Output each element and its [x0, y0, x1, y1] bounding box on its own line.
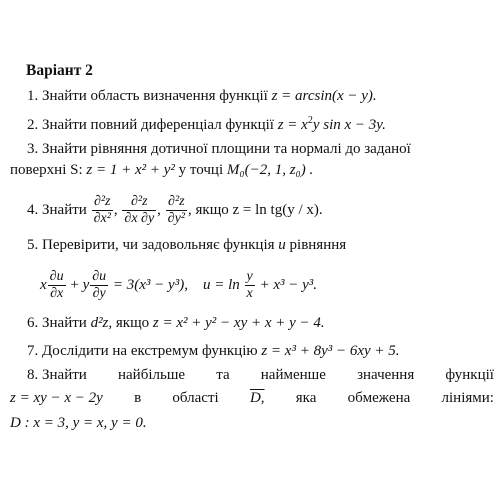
task-5-line-1 — [27, 236, 500, 254]
task-8-word: лініями: — [441, 390, 494, 406]
task-5-text: 5. Перевірити, чи задовольняє функція — [27, 237, 275, 253]
task-7-text: 7. Дослідити на екстремум функцію — [27, 343, 258, 359]
task-3-surface-formula: z = 1 + x² + y² — [86, 162, 175, 178]
task-8-line-3 — [10, 414, 494, 432]
task-2-formula-b: y sin x − 3y. — [312, 117, 386, 133]
task-8-word: функції — [445, 367, 494, 383]
task-8-word: області — [172, 390, 219, 406]
task-6-text: 6. Знайти — [27, 315, 87, 331]
task-5-eq-rhs: = 3(x³ − y³), — [112, 277, 188, 293]
task-5-u-def: u = ln — [202, 277, 240, 293]
task-5-var: u — [278, 237, 286, 253]
task-2-exponent: 2 — [307, 115, 313, 126]
task-8-line-2 — [10, 389, 494, 407]
task-3-surface-label: поверхні S: — [10, 162, 83, 178]
task-1 — [27, 87, 500, 105]
task-8-word: 8. Знайти — [27, 367, 87, 383]
task-7 — [27, 342, 500, 360]
task-5-fraction-y-x: $\frac{y}{x}$ — [246, 269, 253, 302]
task-4-tail: , якщо z = ln tg(y / x). — [188, 202, 323, 218]
task-6 — [27, 314, 500, 332]
task-4-fraction-2: $\frac{\text{∂²z}}{\partial x \partial y}$ — [124, 194, 155, 227]
task-5-u-tail: + x³ − y³. — [259, 277, 318, 293]
task-3-line-2 — [10, 161, 494, 179]
task-5-fraction-du-dy: $\frac{\partial u}{\partial y}$ — [92, 269, 107, 302]
task-2 — [27, 116, 500, 136]
task-4-text: 4. Знайти — [27, 202, 87, 218]
task-8-word: в — [134, 390, 142, 406]
task-5-text-2: рівняння — [289, 237, 347, 253]
task-3-point-label: у точці — [178, 162, 224, 178]
task-8-word: найменше — [260, 367, 326, 383]
task-7-formula: z = x³ + 8y³ − 6xy + 5. — [261, 343, 400, 359]
task-8-word: значення — [357, 367, 415, 383]
task-5-fraction-du-dx: $\frac{\partial u}{\partial x}$ — [49, 269, 64, 302]
task-8-word: найбільше — [117, 367, 186, 383]
task-8-word: яка — [295, 390, 317, 406]
task-5-equation: x $\frac{\partial u}{\partial x}$ + y $\frac{\partial u}{\partial y}$ = 3(x³ − y³), u = ln $\frac{y}{x}$ + x³ − y³. — [40, 269, 318, 302]
variant-title: Варіант 2 — [26, 62, 93, 79]
task-4-fraction-3: $\frac{\text{∂²z}}{\text{∂y²}}$ — [167, 194, 186, 227]
task-2-formula-a: z = x — [277, 117, 308, 133]
task-1-text: 1. Знайти область визначення функції — [27, 88, 268, 104]
task-4-fraction-1: $\frac{\text{∂²z}}{\text{∂x²}}$ — [93, 194, 111, 227]
task-3-line-1: 3. Знайти рівняння дотичної площини та нормалі до заданої — [27, 141, 411, 157]
task-8-boundary: D : x = 3, y = x, y = 0. — [10, 415, 147, 431]
task-6-d2z: d²z, — [90, 315, 113, 331]
task-8-word: та — [216, 367, 230, 383]
task-8-word: обмежена — [347, 390, 411, 406]
task-2-text: 2. Знайти повний диференціал функції — [27, 117, 274, 133]
task-6-text-2: якщо — [115, 315, 150, 331]
task-3-point: M₀(−2, 1, z₀) . — [226, 162, 314, 178]
task-6-formula: z = x² + y² − xy + x + y − 4. — [152, 315, 325, 331]
task-8-function: z = xy − x − 2y — [10, 390, 103, 406]
task-1-formula: z = arcsin(x − y). — [271, 88, 377, 104]
task-4: 4. Знайти $\frac{\text{∂²z}}{\text{∂x²}}$ , $\frac{\text{∂²z}}{\partial x \partial y}$ , $\frac{\text{∂²z}}{\text{∂y²}}$ , якщо z = ln tg(y / x). — [27, 194, 323, 227]
task-8-line-1 — [27, 366, 494, 384]
task-8-domain: D, — [249, 390, 265, 406]
